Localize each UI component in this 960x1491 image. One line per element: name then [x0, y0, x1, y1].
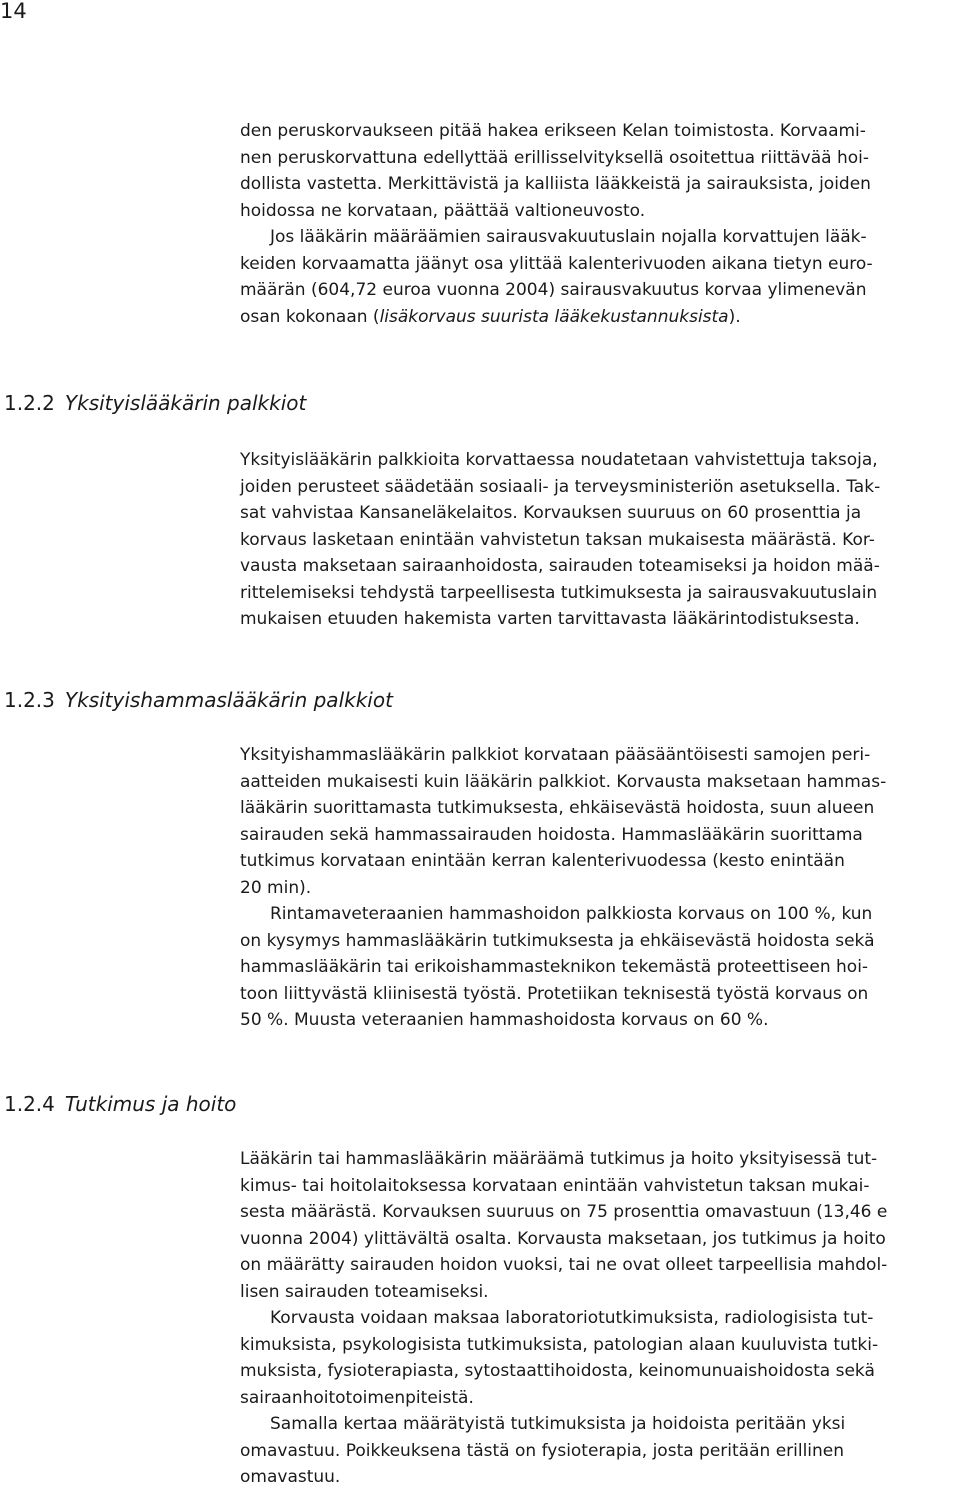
section-number: 1.2.2 — [4, 391, 55, 415]
text-line: Rintamaveteraanien hammashoidon palkkiosta korvaus on 100 %, kun — [270, 904, 873, 924]
text-line: rittelemiseksi tehdystä tarpeellisesta tutkimuksesta ja sairausvakuutuslain — [240, 582, 878, 603]
section-paragraph — [240, 1146, 956, 1491]
text-line: sairaanhoitotoimenpiteistä. — [240, 1387, 474, 1408]
section-heading — [4, 1090, 236, 1118]
text-line: den peruskorvaukseen pitää hakea erikseen Kelan toimistosta. Korvaami- — [240, 121, 866, 141]
section-title: Yksityishammaslääkärin palkkiot — [64, 688, 393, 712]
section-paragraph — [240, 447, 956, 633]
text-line: sairauden sekä hammassairauden hoidosta. Hammaslääkärin suorittama — [240, 824, 863, 845]
text-line: nen peruskorvattuna edellyttää erillisselvityksellä osoitettua riittävää hoi- — [240, 147, 869, 168]
text-line: määrän (604,72 euroa vuonna 2004) sairausvakuutus korvaa ylimenevän — [240, 280, 867, 300]
text-line: lisen sairauden toteamiseksi. — [240, 1281, 489, 1302]
text-line: vausta maksetaan sairaanhoidosta, sairauden toteamiseksi ja hoidon mää- — [240, 556, 880, 576]
text-line: on määrätty sairauden hoidon vuoksi, tai ne ovat olleet tarpeellisia mahdol- — [240, 1255, 888, 1275]
italic-term: lisäkorvaus suurista lääkekustannuksista — [379, 306, 729, 327]
text-line: Jos lääkärin määräämien sairausvakuutuslain nojalla korvattujen lääk- — [270, 227, 867, 247]
text-line: 20 min). — [240, 877, 312, 898]
text-line: korvaus lasketaan enintään vahvistetun taksan mukaisesta määrästä. Kor- — [240, 529, 875, 550]
section-paragraph — [240, 742, 956, 1034]
text-line: vuonna 2004) ylittävältä osalta. Korvausta maksetaan, jos tutkimus ja hoito — [240, 1228, 886, 1249]
text-line: keiden korvaamatta jäänyt osa ylittää kalenterivuoden aikana tietyn euro- — [240, 253, 873, 274]
text-line: hammaslääkärin tai erikoishammasteknikon tekemästä proteettiseen hoi- — [240, 957, 869, 977]
text-line: muksista, fysioterapiasta, sytostaattihoidosta, keinomunuaishoidosta sekä — [240, 1361, 875, 1381]
section-title: Tutkimus ja hoito — [64, 1092, 237, 1116]
section-number: 1.2.3 — [4, 688, 55, 712]
text-line: mukaisen etuuden hakemista varten tarvittavasta lääkärintodistuksesta. — [240, 609, 860, 629]
text-line: Samalla kertaa määrätyistä tutkimuksista ja hoidoista peritään yksi — [270, 1414, 846, 1434]
text-line: hoidossa ne korvataan, päättää valtioneuvosto. — [240, 200, 646, 221]
text-segment: ). — [728, 306, 741, 327]
text-line: aatteiden mukaisesti kuin lääkärin palkkiot. Korvausta maksetaan hammas- — [240, 771, 887, 792]
text-line: Korvausta voidaan maksaa laboratoriotutkimuksista, radiologisista tut- — [270, 1308, 874, 1328]
text-line: sesta määrästä. Korvauksen suuruus on 75 prosenttia omavastuun (13,46 e — [240, 1202, 888, 1222]
text-line: joiden perusteet säädetään sosiaali- ja terveysministeriön asetuksella. Tak- — [240, 476, 881, 497]
text-line: dollista vastetta. Merkittävistä ja kalliista lääkkeistä ja sairauksista, joiden — [240, 174, 871, 194]
text-line: Yksityislääkärin palkkioita korvattaessa noudatetaan vahvistettuja taksoja, — [240, 450, 878, 470]
section-number: 1.2.4 — [4, 1092, 55, 1116]
text-segment: osan kokonaan ( — [240, 306, 380, 327]
text-line: omavastuu. — [240, 1467, 341, 1487]
text-line: kimus- tai hoitolaitoksessa korvataan enintään vahvistetun taksan mukai- — [240, 1175, 870, 1196]
text-line: Yksityishammaslääkärin palkkiot korvataan pääsääntöisesti samojen peri- — [240, 745, 871, 765]
page-number: 14 — [0, 0, 27, 23]
text-line: 50 %. Muusta veteraanien hammashoidosta korvaus on 60 %. — [240, 1010, 769, 1030]
text-line — [240, 304, 956, 331]
section-heading — [4, 686, 393, 714]
intro-paragraph — [240, 118, 956, 330]
text-line: lääkärin suorittamasta tutkimuksesta, ehkäisevästä hoidosta, suun alueen — [240, 798, 875, 818]
text-line: tutkimus korvataan enintään kerran kalenterivuodessa (kesto enintään — [240, 851, 845, 871]
text-line: sat vahvistaa Kansaneläkelaitos. Korvauksen suuruus on 60 prosenttia ja — [240, 503, 862, 523]
section-title: Yksityislääkärin palkkiot — [64, 391, 307, 415]
text-line: kimuksista, psykologisista tutkimuksista, patologian alaan kuuluvista tutki- — [240, 1334, 879, 1355]
text-line: omavastuu. Poikkeuksena tästä on fysioterapia, josta peritään erillinen — [240, 1440, 845, 1461]
text-line: Lääkärin tai hammaslääkärin määräämä tutkimus ja hoito yksityisessä tut- — [240, 1149, 878, 1169]
section-heading — [4, 389, 306, 417]
text-line: on kysymys hammaslääkärin tutkimuksesta ja ehkäisevästä hoidosta sekä — [240, 930, 875, 951]
text-line: toon liittyvästä kliinisestä työstä. Protetiikan teknisestä työstä korvaus on — [240, 983, 869, 1004]
